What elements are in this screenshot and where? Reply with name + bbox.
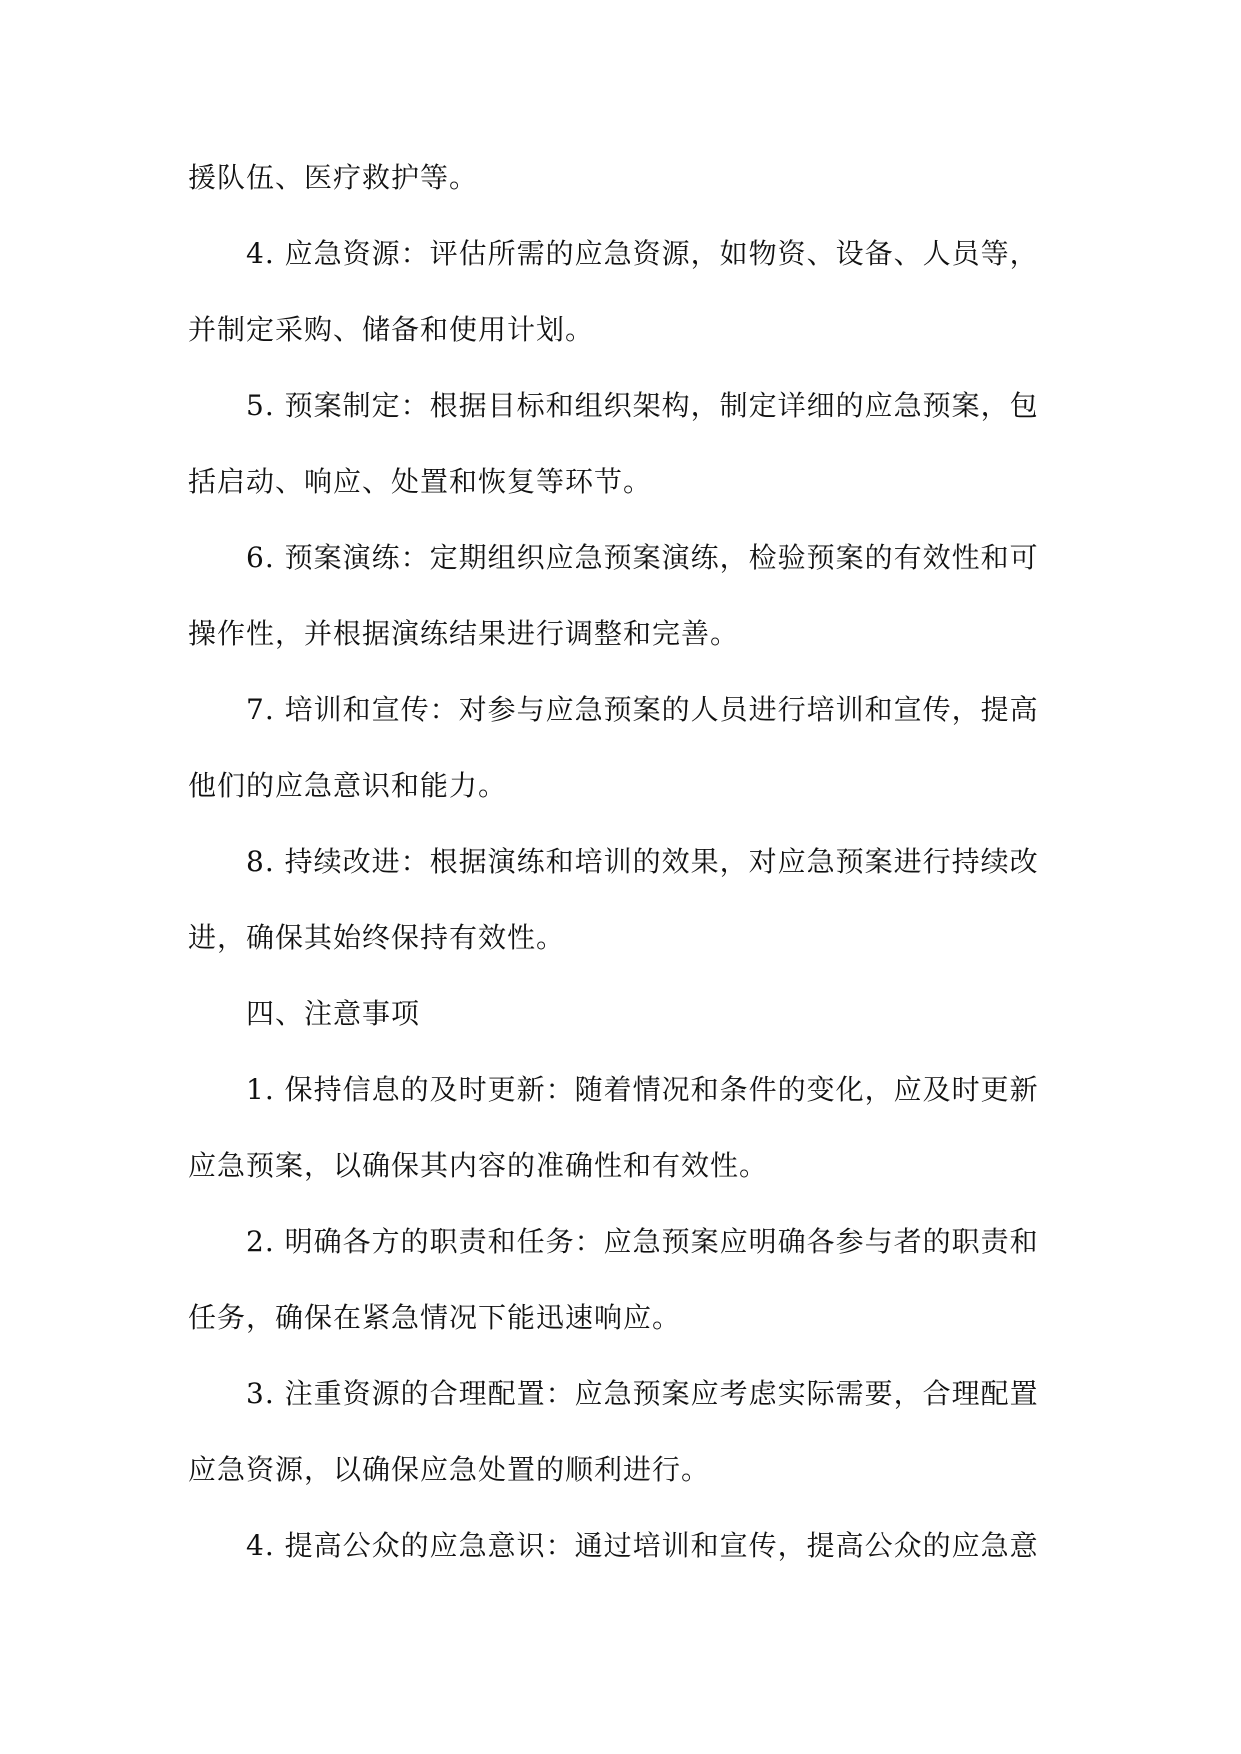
- text-line: 4. 应急资源：评估所需的应急资源，如物资、设备、人员等，: [246, 237, 1039, 270]
- text-line: 操作性，并根据演练结果进行调整和完善。: [188, 617, 740, 650]
- text-line: 1. 保持信息的及时更新：随着情况和条件的变化，应及时更新: [246, 1073, 1039, 1106]
- document-body: [188, 140, 1053, 1584]
- text-line: 应急预案，以确保其内容的准确性和有效性。: [188, 1149, 769, 1182]
- text-line: 援队伍、医疗救护等。: [188, 161, 479, 194]
- text-line: 3. 注重资源的合理配置：应急预案应考虑实际需要，合理配置: [246, 1377, 1039, 1410]
- text-line: 4. 提高公众的应急意识：通过培训和宣传，提高公众的应急意: [246, 1529, 1039, 1562]
- section-heading: 四、注意事项: [246, 997, 421, 1030]
- text-line: 他们的应急意识和能力。: [188, 769, 508, 802]
- text-line: 2. 明确各方的职责和任务：应急预案应明确各参与者的职责和: [246, 1225, 1039, 1258]
- text-line: 7. 培训和宣传：对参与应急预案的人员进行培训和宣传，提高: [246, 693, 1039, 726]
- text-line: 5. 预案制定：根据目标和组织架构，制定详细的应急预案，包: [246, 389, 1039, 422]
- text-line: 任务，确保在紧急情况下能迅速响应。: [188, 1301, 682, 1334]
- text-line: 进，确保其始终保持有效性。: [188, 921, 566, 954]
- text-line: 括启动、响应、处置和恢复等环节。: [188, 465, 653, 498]
- text-line: 8. 持续改进：根据演练和培训的效果，对应急预案进行持续改: [246, 845, 1039, 878]
- text-line: 6. 预案演练：定期组织应急预案演练，检验预案的有效性和可: [246, 541, 1039, 574]
- text-line: 并制定采购、储备和使用计划。: [188, 313, 595, 346]
- text-line: 应急资源，以确保应急处置的顺利进行。: [188, 1453, 711, 1486]
